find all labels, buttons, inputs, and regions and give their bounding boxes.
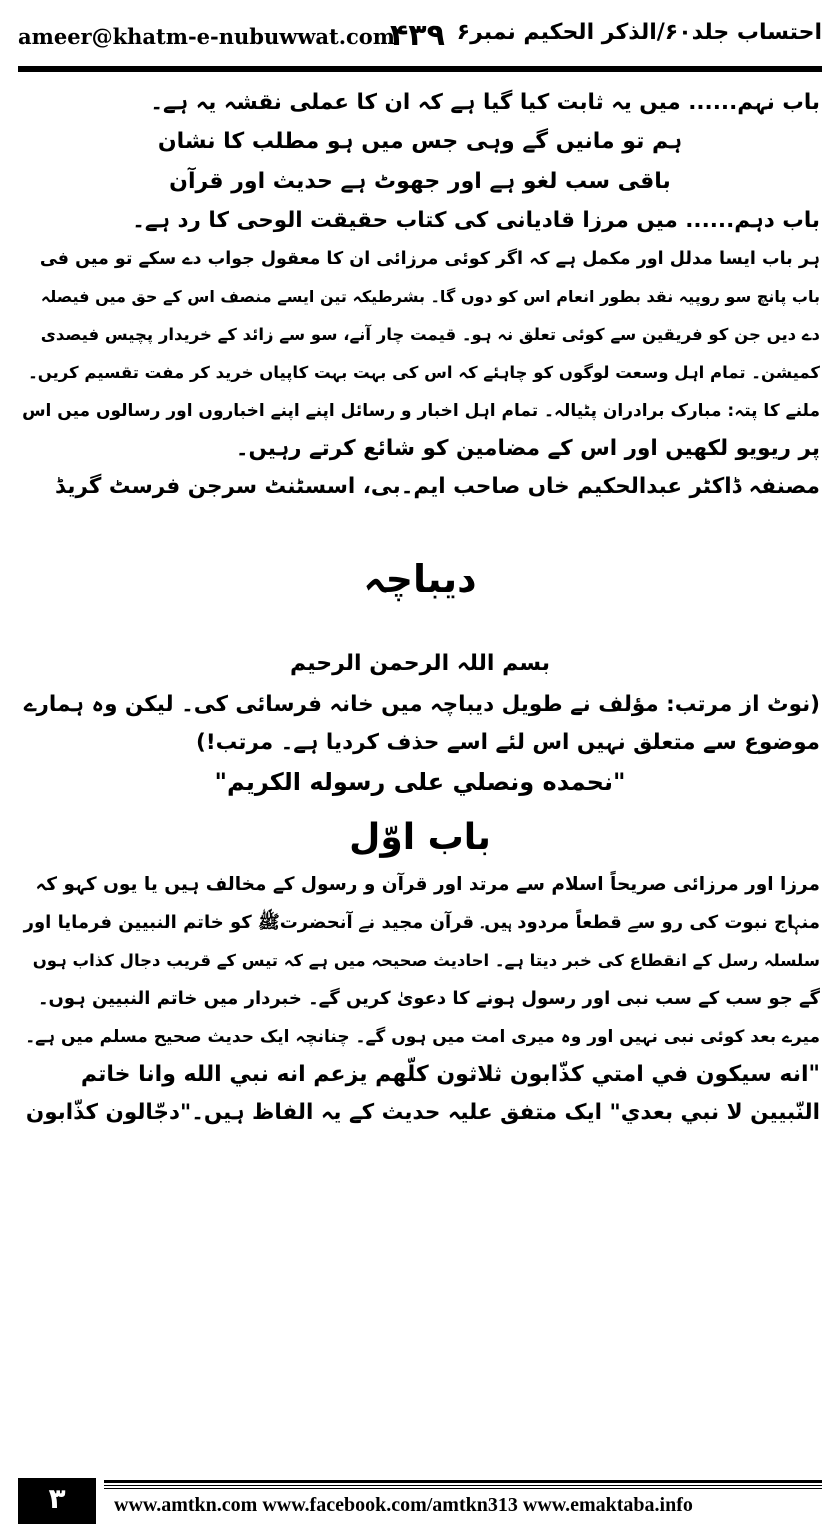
- basmala: بسم اللہ الرحمن الرحیم: [289, 651, 550, 676]
- text-line: پر ریویو لکھیں اور اس کے مضامین کو شائع کرتے رہیں۔: [235, 436, 820, 461]
- header-page-number: ۴۳۹: [390, 18, 445, 53]
- section-heading-preface: دیباچہ: [363, 557, 477, 601]
- poetry-verse: ہم تو مانیں گے وہی جس میں ہو مطلب کا نشان: [157, 129, 683, 154]
- arabic-hadith-line: النّبيين لا نبي بعدي" ایک متفق علیہ حدیث کے یہ الفاظ ہیں۔"دجّالون كذّابون: [25, 1100, 820, 1125]
- text-line: دے دیں جن کو فریقین سے کوئی تعلق نہ ہو۔ قیمت چار آنے، سو سے زائد کے خریدار پچیس فیصدی: [40, 325, 820, 344]
- arabic-praise: "نحمده ونصلي على رسوله الكريم": [214, 768, 626, 796]
- text-line: باب دہم...... میں مرزا قادیانی کی کتاب حقیقت الوحی کا رد ہے۔: [132, 208, 820, 233]
- poetry-verse: باقی سب لغو ہے اور جھوٹ ہے حدیث اور قرآن: [169, 169, 671, 194]
- arabic-hadith-line: "انه سيكون في امتي كذّابون ثلاثون كلّهم يزعم انه نبي الله وانا خاتم: [80, 1062, 820, 1087]
- footer-rule: [104, 1488, 822, 1489]
- text-line: میرے بعد کوئی نبی نہیں اور وہ میری امت میں ہوں گے۔ چنانچہ ایک حدیث صحیح مسلم میں ہے۔: [25, 1027, 820, 1047]
- header-series-title: احتساب جلد۶۰/الذکر الحکیم نمبر۶: [456, 20, 822, 45]
- text-line: ملنے کا پتہ: مبارک برادران پٹیالہ۔ تمام اہل اخبار و رسائل اپنے اپنے اخباروں اور رسالوں میں اس: [22, 401, 820, 421]
- footer-rule: [104, 1485, 822, 1486]
- section-heading-chapter-one: باب اوّل: [349, 817, 491, 858]
- page-body: [20, 84, 820, 1132]
- footer-rule: [104, 1480, 822, 1483]
- header-rule: [18, 66, 822, 72]
- text-line: ہر باب ایسا مدلل اور مکمل ہے کہ اگر کوئی مرزائی ان کا معقول جواب دے سکے تو میں فی: [39, 249, 820, 269]
- text-line: باب نہم...... میں یہ ثابت کیا گیا ہے کہ ان کا عملی نقشہ یہ ہے۔: [150, 90, 820, 115]
- author-line: مصنفہ ڈاکٹر عبدالحکیم خاں صاحب ایم۔بی، اسسٹنٹ سرجن فرسٹ گریڈ: [55, 474, 820, 499]
- page-footer: [18, 1478, 822, 1524]
- text-line: گے جو سب کے سب نبی اور رسول ہونے کا دعویٰ کریں گے۔ خبردار میں خاتم النبیین ہوں۔: [37, 988, 820, 1009]
- text-line: باب پانچ سو روپیہ نقد بطور انعام اس کو دوں گا۔ بشرطیکہ تین ایسے منصف اس کے حق میں فیصلہ: [40, 287, 820, 306]
- text-line: سلسلہ رسل کے انقطاع کی خبر دیتا ہے۔ احادیث صحیحہ میں ہے کہ تیس کے قریب دجال کذاب ہوں: [32, 951, 820, 970]
- text-line: کمیشن۔ تمام اہل وسعت لوگوں کو چاہئے کہ اس کی بہت بہت کاپیاں خرید کر مفت تقسیم کریں۔: [28, 363, 820, 382]
- header-email[interactable]: ameer@khatm-e-nubuwwat.com: [18, 24, 396, 49]
- footer-links[interactable]: www.amtkn.com www.facebook.com/amtkn313 www.emaktaba.info: [114, 1494, 693, 1516]
- text-line: منہاج نبوت کی رو سے قطعاً مردود ہیں۔ قرآن مجید نے آنحضرتﷺ کو خاتم النبیین فرمایا اور: [23, 912, 820, 933]
- footer-page-number: ۳: [48, 1482, 66, 1515]
- text-line: مرزا اور مرزائی صریحاً اسلام سے مرتد اور قرآن و رسول کے مخالف ہیں یا یوں کہو کہ: [35, 874, 820, 895]
- page-header: [18, 18, 822, 62]
- note-line: (نوٹ از مرتب: مؤلف نے طویل دیباچہ میں خانہ فرسائی کی۔ لیکن وہ ہمارے: [23, 692, 820, 717]
- note-line: موضوع سے متعلق نہیں اس لئے اسے حذف کردیا ہے۔ مرتب!): [196, 730, 820, 755]
